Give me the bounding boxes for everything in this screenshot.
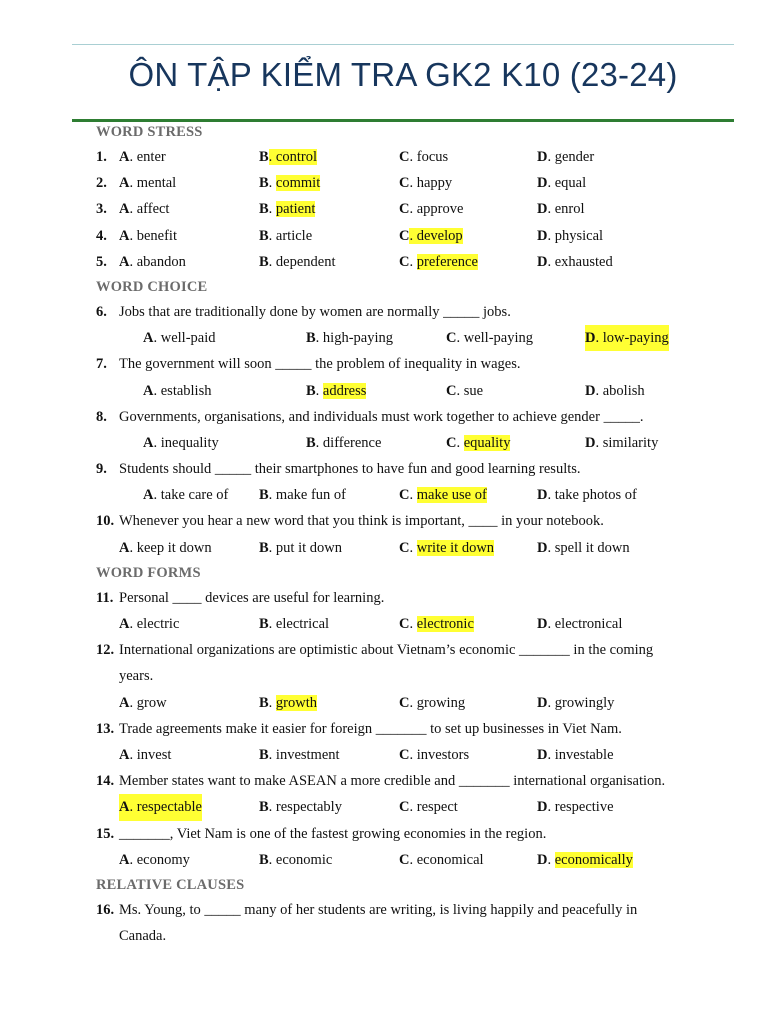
option-d: D. investable	[537, 746, 614, 763]
question-text: The government will soon _____ the problem of inequality in wages.	[119, 356, 521, 373]
question-number: 8.	[96, 408, 107, 425]
question-number: 13.	[96, 720, 115, 737]
option-b: B. put it down	[259, 539, 342, 556]
section-heading-word-choice: WORD CHOICE	[96, 278, 208, 295]
question-13	[96, 716, 736, 742]
option-a-answer: A. respectable	[119, 794, 202, 820]
question-text: _______, Viet Nam is one of the fastest growing economies in the region.	[119, 825, 547, 842]
question-number: 9.	[96, 461, 107, 478]
question-text: International organizations are optimistic about Vietnam’s economic _______ in the coming	[119, 642, 654, 659]
option-d-answer: D. low-paying	[585, 325, 669, 351]
option-b-answer: B. commit	[259, 175, 321, 192]
option-a: A. affect	[119, 201, 170, 218]
question-text-continued: Canada.	[119, 928, 167, 945]
question-11-options	[96, 611, 736, 637]
option-d: D. similarity	[585, 434, 659, 451]
question-6	[96, 299, 736, 325]
question-number: 7.	[96, 356, 107, 373]
option-c-answer: C. electronic	[399, 616, 474, 632]
option-d: D. take photos of	[537, 487, 637, 504]
option-a: A. economy	[119, 851, 190, 868]
question-14-options	[96, 794, 736, 820]
question-10-options	[96, 535, 736, 561]
option-d: D. growingly	[537, 694, 615, 711]
option-a: A. keep it down	[119, 539, 212, 556]
question-text: Personal ____ devices are useful for learning.	[119, 589, 385, 606]
option-b: B. investment	[259, 746, 340, 763]
option-a: A. take care of	[143, 487, 229, 504]
option-b-answer: B. address	[306, 382, 367, 399]
page-title: ÔN TẬP KIỂM TRA GK2 K10 (23-24)	[128, 56, 678, 93]
option-d: D. exhausted	[537, 253, 613, 270]
question-7	[96, 351, 736, 377]
option-c: C. sue	[446, 382, 484, 399]
option-a: A. well-paid	[143, 330, 216, 347]
option-c: C. focus	[399, 149, 449, 165]
question-text: Governments, organisations, and individuals must work together to achieve gender _____.	[119, 408, 644, 425]
question-number: 2.	[96, 175, 107, 192]
worksheet	[96, 120, 736, 949]
question-text: Jobs that are traditionally done by women are normally _____ jobs.	[119, 303, 511, 320]
option-d: D. spell it down	[537, 539, 630, 556]
question-16	[96, 897, 736, 923]
option-c: C. happy	[399, 175, 453, 192]
question-number: 6.	[96, 303, 107, 320]
question-12-options	[96, 690, 736, 716]
section-heading-relative-clauses: RELATIVE CLAUSES	[96, 876, 245, 893]
option-c: C. investors	[399, 746, 470, 763]
option-a: A. benefit	[119, 227, 177, 244]
question-1	[96, 144, 736, 170]
question-4	[96, 223, 736, 249]
option-d: D. electronical	[537, 616, 623, 632]
option-b: B. difference	[306, 434, 382, 451]
question-12-continued	[96, 663, 736, 689]
question-number: 5.	[96, 253, 107, 270]
question-number: 10.	[96, 513, 115, 530]
question-16-continued	[96, 923, 736, 949]
question-number: 4.	[96, 227, 107, 244]
option-a: A. grow	[119, 694, 167, 711]
question-8-options	[96, 430, 736, 456]
option-d: D. enrol	[537, 201, 585, 218]
option-b: B. economic	[259, 851, 333, 868]
option-c-answer: C. develop	[399, 227, 463, 244]
option-c-answer: C. write it down	[399, 539, 495, 556]
question-9	[96, 456, 736, 482]
question-12	[96, 637, 736, 663]
option-a: A. abandon	[119, 253, 186, 270]
option-c: C. well-paying	[446, 330, 533, 347]
question-13-options	[96, 742, 736, 768]
option-c: C. approve	[399, 201, 464, 218]
option-c-answer: C. preference	[399, 253, 478, 270]
question-14	[96, 768, 736, 794]
question-8	[96, 404, 736, 430]
question-15-options	[96, 847, 736, 873]
question-number: 16.	[96, 901, 115, 918]
option-b: B. electrical	[259, 616, 330, 632]
question-6-options	[96, 325, 736, 351]
question-number: 3.	[96, 201, 107, 218]
question-number: 12.	[96, 642, 115, 659]
question-number: 15.	[96, 825, 115, 842]
option-c-answer: C. make use of	[399, 487, 487, 504]
option-b-answer: B. growth	[259, 694, 318, 711]
option-b: B. article	[259, 227, 313, 244]
question-5	[96, 249, 736, 275]
option-a: A. establish	[143, 382, 212, 399]
option-b-answer: B. control	[259, 149, 317, 165]
option-a: A. invest	[119, 746, 172, 763]
question-15	[96, 821, 736, 847]
question-text-continued: years.	[119, 668, 154, 685]
question-text: Ms. Young, to _____ many of her students are writing, is living happily and peacefully in	[119, 901, 638, 918]
option-a: A. enter	[119, 149, 166, 165]
question-text: Member states want to make ASEAN a more credible and _______ international organisation.	[119, 773, 666, 790]
option-a: A. inequality	[143, 434, 219, 451]
option-d: D. equal	[537, 175, 587, 192]
question-7-options	[96, 378, 736, 404]
option-c: C. respect	[399, 799, 458, 816]
question-11	[96, 585, 736, 611]
option-b: B. dependent	[259, 253, 336, 270]
option-b-answer: B. patient	[259, 201, 316, 218]
question-number: 14.	[96, 773, 115, 790]
option-a: A. electric	[119, 616, 180, 632]
option-b: B. high-paying	[306, 330, 393, 347]
question-text: Students should _____ their smartphones to have fun and good learning results.	[119, 461, 581, 478]
question-text: Trade agreements make it easier for foreign _______ to set up businesses in Viet Nam.	[119, 720, 622, 737]
option-c-answer: C. equality	[446, 434, 511, 451]
section-heading-word-stress: WORD STRESS	[96, 124, 203, 140]
option-d: D. respective	[537, 799, 614, 816]
option-b: B. make fun of	[259, 487, 346, 504]
question-9-options	[96, 482, 736, 508]
question-text: Whenever you hear a new word that you think is important, ____ in your notebook.	[119, 513, 604, 530]
section-heading-word-forms: WORD FORMS	[96, 564, 201, 581]
option-a: A. mental	[119, 175, 177, 192]
option-d: D. physical	[537, 227, 604, 244]
question-10	[96, 508, 736, 534]
option-b: B. respectably	[259, 799, 342, 816]
question-number: 1.	[96, 149, 107, 165]
option-c: C. economical	[399, 851, 484, 868]
question-number: 11.	[96, 589, 114, 606]
option-d: D. abolish	[585, 382, 645, 399]
option-c: C. growing	[399, 694, 466, 711]
question-3	[96, 196, 736, 222]
question-2	[96, 170, 736, 196]
option-d: D. gender	[537, 149, 595, 165]
option-d-answer: D. economically	[537, 851, 633, 868]
header-top-line	[72, 44, 734, 45]
